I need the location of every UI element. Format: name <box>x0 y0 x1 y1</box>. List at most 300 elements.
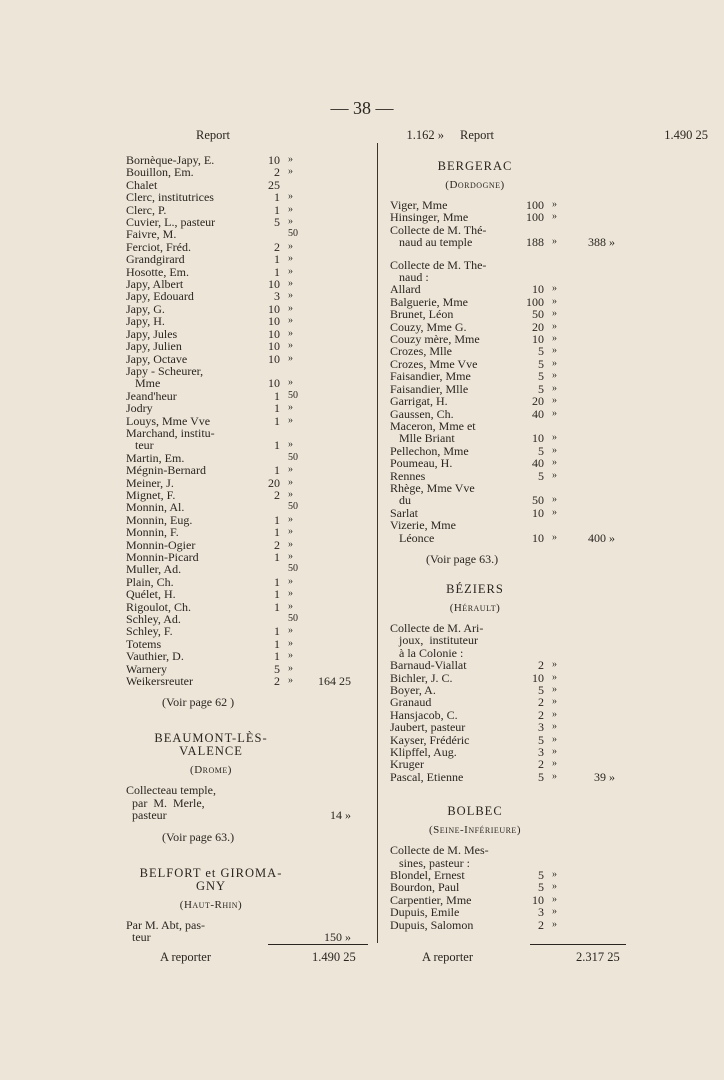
list-item <box>390 696 640 708</box>
donor-cents: » <box>552 370 557 382</box>
donor-name: Monnin-Ogier <box>126 537 196 552</box>
list-item <box>390 457 640 469</box>
section-total: 39 » <box>594 769 615 784</box>
donor-amount: 5 <box>538 443 544 458</box>
donor-cents: » <box>552 506 557 518</box>
donor-cents: » <box>288 464 293 476</box>
donor-amount: 1 <box>274 574 280 589</box>
donor-amount: 188 <box>526 235 544 250</box>
donor-cents: » <box>288 315 293 327</box>
section-total: 400 » <box>588 530 615 545</box>
donor-name: Klipffel, Aug. <box>390 745 457 760</box>
donor-amount: 50 <box>532 493 544 508</box>
donor-amount: 1 <box>274 512 280 527</box>
donor-amount: 100 <box>526 198 544 212</box>
donor-cents: » <box>552 308 557 320</box>
donor-name: Maceron, Mme et <box>390 418 476 433</box>
donor-cents: » <box>288 625 293 637</box>
donor-amount: 5 <box>538 344 544 359</box>
donor-cents: » <box>288 600 293 612</box>
donor-cents: » <box>288 675 293 687</box>
list-item <box>126 340 376 352</box>
donor-cents: » <box>552 382 557 394</box>
section-total: 164 25 <box>318 674 351 689</box>
donor-name: Schley, F. <box>126 624 173 639</box>
donor-name: Bouillon, Em. <box>126 165 194 180</box>
donor-cents: » <box>552 893 557 905</box>
donor-name: Grandgirard <box>126 252 185 267</box>
donor-cents: » <box>288 488 293 500</box>
footer-value: 2.317 25 <box>576 950 620 964</box>
donor-name: Japy, Octave <box>126 351 188 366</box>
text-line: à la Colonie : <box>390 645 464 660</box>
donor-amount: 20 <box>532 319 544 334</box>
footer-label: A reporter <box>422 950 474 964</box>
list-item <box>126 390 376 402</box>
donor-amount: 1 <box>274 202 280 217</box>
donor-name: Japy, Edouard <box>126 289 194 304</box>
list-item <box>126 290 376 302</box>
donor-name: Muller, Ad. <box>126 562 182 577</box>
donor-name: Faisandier, Mlle <box>390 381 469 396</box>
donor-name: Clerc, P. <box>126 202 167 217</box>
donor-name: Rhège, Mme Vve <box>390 480 475 495</box>
donor-name: Faivre, M. <box>126 227 177 242</box>
donor-cents: » <box>288 352 293 364</box>
donor-name: Hansjacob, C. <box>390 707 458 722</box>
donor-amount: 25 <box>268 177 280 192</box>
list-item <box>390 236 640 248</box>
donor-cents: » <box>288 575 293 587</box>
donor-amount: 2 <box>538 757 544 772</box>
section-total: 150 » <box>324 930 351 945</box>
donor-name: Carpentier, Mme <box>390 892 472 907</box>
list-item <box>126 931 376 943</box>
section-title: BERGERAC <box>437 159 513 173</box>
list-item <box>390 758 640 770</box>
donor-amount: 10 <box>532 892 544 907</box>
donor-cents: » <box>552 199 557 210</box>
donor-name: Rennes <box>390 468 426 483</box>
donor-amount: 1 <box>274 190 280 205</box>
section-total: 388 » <box>588 235 615 250</box>
donor-cents: » <box>288 637 293 649</box>
donor-name: naud au temple <box>390 235 473 250</box>
donor-name: Poumeau, H. <box>390 456 453 471</box>
donor-amount: 100 <box>526 210 544 225</box>
donor-cents: » <box>288 290 293 302</box>
donor-amount: 5 <box>274 661 280 676</box>
donor-amount: 2 <box>274 674 280 689</box>
donor-amount: 10 <box>268 301 280 316</box>
donor-amount: 10 <box>268 153 280 167</box>
donor-name: Martin, Em. <box>126 450 185 465</box>
text-line: teur <box>126 930 151 945</box>
donor-amount: 2 <box>538 917 544 932</box>
list-item <box>390 532 640 544</box>
donor-name: Monnin-Picard <box>126 550 199 564</box>
donor-name: Viger, Mme <box>390 198 448 212</box>
donor-name: Dupuis, Salomon <box>390 917 474 932</box>
donor-name: Boyer, A. <box>390 683 436 697</box>
donor-amount: 10 <box>268 277 280 292</box>
donor-name: Barnaud-Viallat <box>390 658 467 673</box>
donor-cents: » <box>552 211 557 223</box>
donor-cents: 50 <box>288 228 298 240</box>
donor-cents: » <box>552 696 557 708</box>
section-title: BEAUMONT-LÈS- VALENCE <box>154 731 268 759</box>
donor-name: Plain, Ch. <box>126 574 174 589</box>
report-value: 1.162 » <box>406 128 444 142</box>
donor-name: du <box>390 493 411 508</box>
donor-name: Gaussen, Ch. <box>390 406 454 421</box>
donor-name: Mlle Briant <box>390 431 455 446</box>
list-item <box>390 494 640 506</box>
donor-name: Garrigat, H. <box>390 394 448 409</box>
donor-amount: 1 <box>274 463 280 478</box>
donor-amount: 1 <box>274 550 280 564</box>
donor-cents: » <box>552 320 557 332</box>
donor-name: Mignet, F. <box>126 487 176 502</box>
donor-name: Hinsinger, Mme <box>390 210 469 225</box>
donor-cents: » <box>288 650 293 662</box>
list-item <box>390 370 640 382</box>
donor-cents: 50 <box>288 389 298 401</box>
donor-cents: » <box>552 869 557 881</box>
right-column <box>390 128 708 932</box>
donor-cents: » <box>552 684 557 695</box>
list-item <box>126 464 376 476</box>
donor-amount: 5 <box>538 356 544 371</box>
donor-amount: 5 <box>538 468 544 483</box>
text-line: pasteur <box>126 808 167 823</box>
donor-amount: 10 <box>268 376 280 391</box>
donor-name: Léonce <box>390 530 435 545</box>
list-item <box>390 519 640 531</box>
list-item <box>390 659 640 671</box>
donor-amount: 10 <box>532 332 544 347</box>
donor-amount: 2 <box>274 537 280 552</box>
donor-cents: » <box>288 253 293 265</box>
donor-cents: » <box>288 476 293 488</box>
donor-cents: » <box>552 469 557 481</box>
list-item <box>126 427 376 439</box>
report-value: 1.490 25 <box>664 128 708 142</box>
donor-cents: » <box>288 191 293 203</box>
donor-cents: » <box>552 659 557 671</box>
text-line: Collecteau temple, <box>126 783 216 798</box>
donor-cents: » <box>552 721 557 733</box>
list-item <box>126 563 376 575</box>
donor-cents: » <box>552 494 557 506</box>
donor-amount: 5 <box>538 381 544 396</box>
donor-name: Crozes, Mme Vve <box>390 356 478 371</box>
donor-cents: » <box>288 216 293 228</box>
donor-amount: 10 <box>268 351 280 366</box>
list-item <box>126 166 376 178</box>
department-label: (Hérault) <box>449 601 501 614</box>
donor-name: Cuvier, L., pasteur <box>126 215 216 230</box>
donor-name: Japy, H. <box>126 314 165 329</box>
text-line: Par M. Abt, pas- <box>126 917 205 932</box>
donor-amount: 10 <box>532 282 544 297</box>
donor-cents: » <box>288 402 293 414</box>
donor-cents: 50 <box>288 451 298 463</box>
list-item <box>390 906 640 918</box>
department-label: (Seine-Inférieure) <box>429 824 521 837</box>
donor-name: Faisandier, Mme <box>390 369 471 384</box>
donor-cents: » <box>288 154 293 165</box>
donor-name: Japy, Jules <box>126 326 178 341</box>
list-item <box>390 721 640 733</box>
donor-amount: 10 <box>532 670 544 685</box>
list-item <box>126 377 376 389</box>
donor-amount: 3 <box>538 720 544 735</box>
report-label: Report <box>196 128 231 142</box>
donor-name: Louys, Mme Vve <box>126 413 211 428</box>
donor-cents: » <box>552 283 557 295</box>
donor-name: Marchand, institu- <box>126 425 215 440</box>
text-line: Collecte de M. Ari- <box>390 620 484 635</box>
donor-cents: » <box>288 538 293 550</box>
text-line: Collecte de M. The- <box>390 257 487 272</box>
donor-cents: » <box>288 439 293 451</box>
donor-cents: » <box>552 531 557 543</box>
list-item <box>390 771 640 783</box>
donor-name: Couzy mère, Mme <box>390 332 480 347</box>
donor-cents: » <box>288 203 293 215</box>
donor-name: Jaubert, pasteur <box>390 720 466 735</box>
donor-cents: » <box>288 327 293 339</box>
donor-name: Mme <box>126 376 161 391</box>
page-reference: (Voir page 62 ) <box>162 695 235 710</box>
donor-name: Jeand'heur <box>126 388 177 403</box>
page-reference: (Voir page 63.) <box>426 551 499 566</box>
text-line: naud : <box>390 270 429 285</box>
donor-amount: 1 <box>274 624 280 639</box>
donor-name: Kayser, Frédéric <box>390 732 470 747</box>
footer-value: 1.490 25 <box>312 950 356 964</box>
donor-amount: 1 <box>274 525 280 540</box>
section-total: 14 » <box>330 808 351 823</box>
donor-amount: 50 <box>532 307 544 322</box>
donor-list <box>390 283 640 544</box>
donor-name: Brunet, Léon <box>390 307 454 322</box>
donor-name: Warnery <box>126 661 168 676</box>
donor-amount: 2 <box>538 658 544 673</box>
department-label: (Drome) <box>190 764 232 777</box>
list-item <box>126 191 376 203</box>
donor-cents: » <box>288 166 293 178</box>
donor-cents: » <box>552 407 557 419</box>
sum-rule <box>268 944 368 945</box>
donor-list <box>390 659 640 783</box>
donor-cents: » <box>552 357 557 369</box>
footer-label: A reporter <box>160 950 212 964</box>
donor-cents: » <box>288 377 293 389</box>
list-item <box>126 439 376 451</box>
donor-name: Monnin, Eug. <box>126 512 193 527</box>
donor-amount: 1 <box>274 264 280 279</box>
donor-amount: 2 <box>274 165 280 180</box>
donor-amount: 40 <box>532 456 544 471</box>
donor-amount: 3 <box>538 745 544 760</box>
donor-name: Japy, Julien <box>126 339 182 354</box>
donor-amount: 2 <box>274 487 280 502</box>
section-title: BOLBEC <box>447 804 503 819</box>
donor-name: Granaud <box>390 695 432 710</box>
donor-amount: 1 <box>274 587 280 602</box>
donor-name: Meiner, J. <box>126 475 174 490</box>
donor-amount: 3 <box>274 289 280 304</box>
list-item <box>390 211 640 223</box>
donor-amount: 10 <box>268 339 280 354</box>
donor-cents: 50 <box>288 501 298 513</box>
donor-cents: 50 <box>288 563 298 575</box>
report-carried <box>390 128 708 148</box>
donor-name: Balguerie, Mme <box>390 294 468 309</box>
donor-name: Allard <box>390 282 421 297</box>
donor-cents: » <box>552 770 557 782</box>
donor-name: Quélet, H. <box>126 587 176 602</box>
list-item <box>390 308 640 320</box>
donor-name: Jodry <box>126 401 153 416</box>
department-label: (Haut-Rhin) <box>179 898 243 911</box>
donor-amount: 2 <box>538 707 544 722</box>
donor-cents: » <box>552 746 557 758</box>
list-item <box>390 345 640 357</box>
donor-name: Bourdon, Paul <box>390 880 460 895</box>
donor-amount: 10 <box>268 326 280 341</box>
donor-cents: » <box>552 671 557 683</box>
donor-cents: » <box>552 758 557 770</box>
donor-list <box>126 154 376 687</box>
donor-name: Monnin, Al. <box>126 500 185 515</box>
donor-amount: 1 <box>274 649 280 664</box>
donor-name: Mégnin-Bernard <box>126 463 206 478</box>
donor-cents: » <box>552 295 557 307</box>
donor-amount: 1 <box>274 388 280 403</box>
donor-name: Pascal, Etienne <box>390 769 464 784</box>
donor-amount: 10 <box>532 530 544 545</box>
text-line: joux, instituteur <box>390 633 478 648</box>
donor-amount: 20 <box>268 475 280 490</box>
donor-amount: 2 <box>538 695 544 710</box>
donor-name: Bornèque-Japy, E. <box>126 153 215 167</box>
list-item <box>126 588 376 600</box>
donor-cents: » <box>288 551 293 562</box>
donor-amount: 5 <box>538 769 544 784</box>
donor-cents: » <box>552 432 557 444</box>
donor-amount: 10 <box>268 314 280 329</box>
donor-name: Japy, G. <box>126 301 165 316</box>
donor-amount: 5 <box>538 868 544 883</box>
donor-amount: 5 <box>538 732 544 747</box>
list-item <box>126 228 376 240</box>
list-item <box>126 365 376 377</box>
donor-cents: » <box>552 395 557 407</box>
department-label: (Dordogne) <box>445 179 505 191</box>
donor-cents: » <box>288 302 293 314</box>
page-number: — 38 — <box>330 98 394 118</box>
donor-amount: 100 <box>526 294 544 309</box>
column-divider <box>377 143 378 943</box>
list-item <box>390 283 640 295</box>
list-item <box>390 395 640 407</box>
donor-amount: 5 <box>538 880 544 895</box>
donor-name: Kruger <box>390 757 424 772</box>
donor-cents: » <box>552 918 557 930</box>
donor-name: Collecte de M. Thé- <box>390 222 487 237</box>
donor-name: Japy - Scheurer, <box>126 363 204 378</box>
donor-name: Weikersreuter <box>126 674 193 689</box>
donor-name: Vauthier, D. <box>126 649 184 664</box>
donor-name: Clerc, institutrices <box>126 190 214 205</box>
donor-amount: 10 <box>532 505 544 520</box>
list-item <box>126 253 376 265</box>
donor-cents: » <box>552 236 557 248</box>
donor-cents: » <box>288 278 293 290</box>
list-item <box>390 881 640 893</box>
list-item <box>126 675 376 687</box>
donor-cents: 50 <box>288 613 298 625</box>
section-title: BELFORT et GIROMA- GNY <box>139 865 283 893</box>
donor-cents: » <box>288 662 293 674</box>
donor-cents: » <box>552 733 557 745</box>
report-carried <box>126 128 444 148</box>
donor-cents: » <box>288 588 293 600</box>
donor-name: Bichler, J. C. <box>390 670 453 685</box>
list-item <box>390 746 640 758</box>
list-item <box>126 809 376 821</box>
page-reference: (Voir page 63.) <box>162 829 235 844</box>
donor-name: Rigoulot, Ch. <box>126 599 192 614</box>
list-item <box>126 625 376 637</box>
donor-cents: » <box>288 414 293 426</box>
donor-cents: » <box>288 240 293 252</box>
text-line: Collecte de M. Mes- <box>390 843 489 858</box>
donor-amount: 5 <box>274 215 280 230</box>
section-title: BÉZIERS <box>446 581 504 596</box>
donor-name: Crozes, Mlle <box>390 344 452 359</box>
donor-amount: 20 <box>532 394 544 409</box>
donor-name: Monnin, F. <box>126 525 179 540</box>
text-line: sines, pasteur : <box>390 855 470 870</box>
donor-amount: 3 <box>538 905 544 920</box>
donor-amount: 1 <box>274 599 280 614</box>
donor-amount: 5 <box>538 683 544 697</box>
donor-amount: 1 <box>274 438 280 453</box>
donor-cents: » <box>552 457 557 469</box>
list-item <box>390 432 640 444</box>
list-item <box>390 919 640 931</box>
report-label: Report <box>460 128 495 142</box>
donor-name: Japy, Albert <box>126 277 184 292</box>
list-item <box>390 482 640 494</box>
donor-name: Hosotte, Em. <box>126 264 189 279</box>
donor-name: Pellechon, Mme <box>390 443 469 458</box>
donor-name: Totems <box>126 636 162 651</box>
donor-amount: 10 <box>532 431 544 446</box>
donor-cents: » <box>552 345 557 357</box>
donor-amount: 1 <box>274 636 280 651</box>
list-item <box>126 501 376 513</box>
donor-cents: » <box>288 513 293 525</box>
sum-rule <box>530 944 626 945</box>
donor-name: Vizerie, Mme <box>390 518 456 533</box>
donor-amount: 5 <box>538 369 544 384</box>
donor-name: Chalet <box>126 177 158 192</box>
